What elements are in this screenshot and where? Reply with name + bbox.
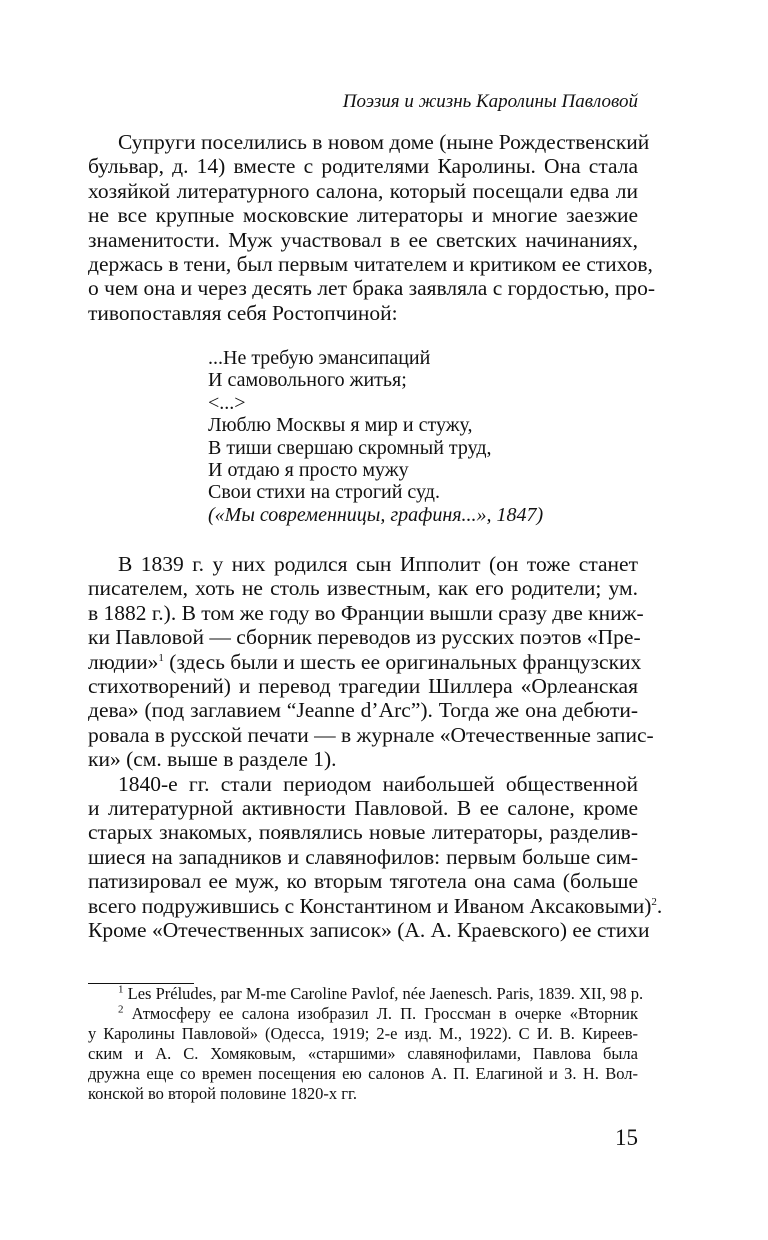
text-line: ровала в русской печати — в журнале «Отечественные запис- bbox=[88, 722, 654, 747]
text-line bbox=[88, 649, 642, 674]
footnote-line: у Каролины Павловой» (Одесса, 1919; 2-е изд. М., 1922). С И. В. Киреев- bbox=[88, 1024, 638, 1043]
poem-line: И отдаю я просто мужу bbox=[208, 459, 409, 482]
poem-line: Свои стихи на строгий суд. bbox=[208, 481, 440, 504]
text-line: о чем она и через десять лет брака заявляла с гордостью, про- bbox=[88, 276, 656, 301]
footnote-marker: 1 bbox=[118, 983, 124, 996]
poem-line: <...> bbox=[208, 391, 246, 414]
text-line bbox=[88, 893, 663, 918]
poem-source: («Мы современницы, графиня...», 1847) bbox=[208, 503, 544, 526]
footnote-2 bbox=[88, 1004, 638, 1024]
footnote-marker: 2 bbox=[118, 1003, 124, 1016]
footnote-ref-2[interactable]: 2 bbox=[651, 895, 657, 908]
text-line: писателем, хоть не столь известным, как его родители; ум. bbox=[88, 576, 638, 601]
text-fragment: всего подружившись с Константином и Иваном Аксаковыми) bbox=[88, 893, 652, 918]
text-line: и литературной активности Павловой. В ее салоне, кроме bbox=[88, 796, 638, 821]
poem-line: Люблю Москвы я мир и стужу, bbox=[208, 414, 473, 437]
poem-quote bbox=[208, 347, 543, 526]
poem-line: И самовольного житья; bbox=[208, 369, 407, 392]
text-line: 1840-е гг. стали периодом наибольшей общественной bbox=[118, 771, 638, 796]
footnote-line: дружна еще со времен посещения ею салонов А. П. Елагиной и З. Н. Вол- bbox=[88, 1064, 638, 1083]
text-line: хозяйкой литературного салона, который посещали едва ли bbox=[88, 178, 638, 203]
text-fragment: (здесь были и шесть ее оригинальных французских bbox=[163, 649, 642, 674]
footnotes bbox=[88, 983, 644, 1104]
running-head: Поэзия и жизнь Каролины Павловой bbox=[342, 91, 638, 112]
text-line: держась в тени, был первым читателем и критиком ее стихов, bbox=[88, 252, 653, 277]
main-text-continued bbox=[88, 552, 663, 943]
text-fragment: . bbox=[656, 893, 663, 918]
text-fragment: людии» bbox=[88, 649, 159, 674]
text-line: тивопоставляя себя Ростопчиной: bbox=[88, 300, 398, 325]
text-line: в 1882 г.). В том же году во Франции вышли сразу две книж- bbox=[88, 600, 644, 625]
text-line: ки» (см. выше в разделе 1). bbox=[88, 747, 337, 772]
footnote-line: ским и А. С. Хомяковым, «старшими» славянофилами, Павлова была bbox=[88, 1044, 638, 1063]
text-line: бульвар, д. 14) вместе с родителями Каролины. Она стала bbox=[88, 154, 638, 179]
footnote-line: конской во второй половине 1820-х гг. bbox=[88, 1084, 358, 1103]
paragraph-2 bbox=[88, 552, 654, 772]
text-line: старых знакомых, появлялись новые литераторы, разделив- bbox=[88, 820, 638, 845]
footnote-text: Les Préludes, par M-me Caroline Pavlof, née Jaenesch. Paris, 1839. XII, 98 p. bbox=[123, 984, 644, 1003]
text-line: дева» (под заглавием “Jeanne d’Arc”). Тогда же она дебюти- bbox=[88, 698, 638, 723]
book-page bbox=[88, 0, 663, 1240]
footnote-text: Атмосферу ее салона изобразил Л. П. Гроссман в очерке «Вторник bbox=[123, 1004, 638, 1023]
text-line: Супруги поселились в новом доме (ныне Рождественский bbox=[118, 130, 650, 154]
page-number: 15 bbox=[615, 1125, 638, 1150]
text-line: Кроме «Отечественных записок» (А. А. Краевского) ее стихи bbox=[88, 918, 650, 943]
text-line: ки Павловой — сборник переводов из русских поэтов «Пре- bbox=[88, 625, 641, 650]
poem-line: ...Не требую эмансипаций bbox=[208, 347, 431, 369]
poem-line: В тиши свершаю скромный труд, bbox=[208, 436, 492, 459]
text-line: не все крупные московские литераторы и многие заезжие bbox=[88, 203, 638, 228]
text-line: стихотворений) и перевод трагедии Шиллера «Орлеанская bbox=[88, 674, 638, 699]
text-line: В 1839 г. у них родился сын Ипполит (он тоже станет bbox=[118, 552, 638, 576]
text-line: знаменитости. Муж участвовал в ее светских начинаниях, bbox=[88, 227, 638, 252]
footnote-ref-1[interactable]: 1 bbox=[158, 651, 164, 664]
footnote-1 bbox=[88, 983, 644, 1004]
paragraph-1 bbox=[88, 130, 656, 325]
text-line: патизировал ее муж, ко вторым тяготела она сама (больше bbox=[88, 869, 638, 894]
text-line: шиеся на западников и славянофилов: первым больше сим- bbox=[88, 844, 638, 869]
paragraph-3 bbox=[88, 771, 663, 943]
